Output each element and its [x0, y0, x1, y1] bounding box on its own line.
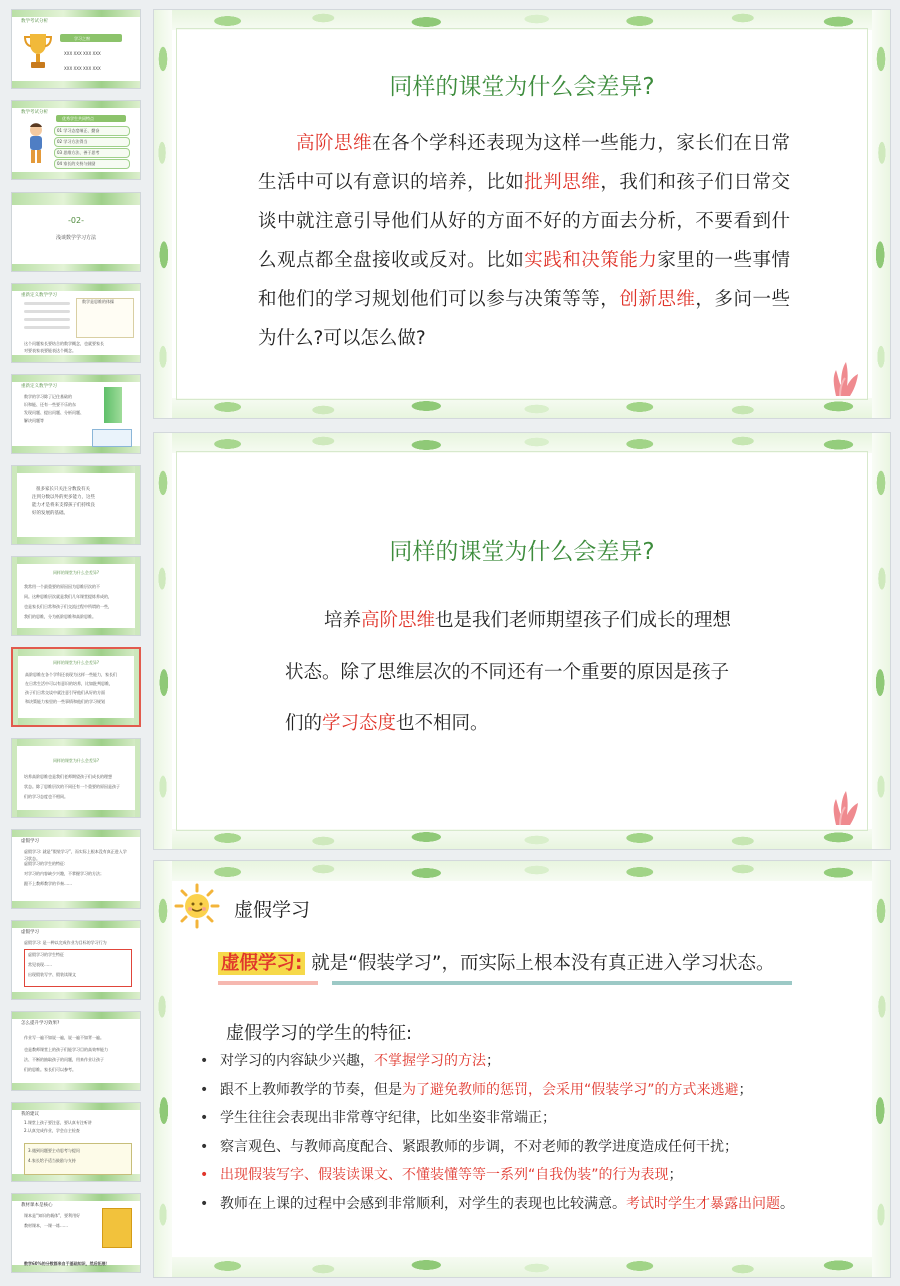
definition-keyword: 虚假学习:: [218, 952, 305, 975]
slide-thumbnail-5[interactable]: 重新定义数学学习 数学的学习除了记住基础的 识和能、还有一些要不乐的东 发现问题、提出问题、分析问题、 解决问题等: [11, 374, 141, 454]
slide-thumbnail-12[interactable]: 怎么提升学习效果? 作业写一遍不如说一遍，说一遍不如背一遍。 也是教师课堂上的孩子们能学习目的高效率能力 法、不断的抽取孩子的问题，用来作业让孩子 们的思维。家长们可以参考。: [11, 1011, 141, 1091]
student-illustration-icon: [24, 123, 48, 167]
list-item: • 对学习的内容缺少兴趣，不掌握学习的方法；: [198, 1047, 794, 1076]
body-line-3: 们的学习态度也不相同。: [285, 713, 489, 734]
slide-canvas-1: [153, 9, 891, 419]
section-heading: 虚假学习: [234, 899, 311, 921]
slide-thumbnail-7[interactable]: 同样的课堂为什么会差异? 我常用一个最重要的原因因为思维层次的不 同。这种思维层次就是我们几年课堂提炼养成的， 也是家长们日常和孩子们交流过程中所谓的一些， 我们的思维，分为低阶思维和高阶思维。: [11, 556, 141, 636]
paragraph-text: ，多问一些为什么?可以怎么做?: [258, 289, 790, 349]
list-item: • 跟不上教师教学的节奏，但是为了避免教师的惩罚，会采用“假装学习”的方式来逃避；: [198, 1076, 794, 1105]
coral-decoration-icon: [830, 360, 860, 396]
list-item: • 学生往往会表现出非常尊守纪律，比如坐姿非常端正；: [198, 1104, 794, 1133]
cube-illustration: [104, 387, 122, 423]
paragraph-text: 家里的一些事情和他们的学习规划他们可以参与决策等等，: [258, 250, 790, 310]
list-item: • 教师在上课的过程中会感到非常顺利，对学生的表现也比较满意。考试时学生才暴露出问题。: [198, 1190, 794, 1219]
trophy-icon: [24, 32, 52, 72]
slide-thumbnail-panel: [0, 0, 150, 1286]
slide-thumbnail-4[interactable]: 重新定义数学学习 数学是思维的体操 这个问题家长要结合的数学概念，也就要家长 对要表家表要能表达个概念。: [11, 283, 141, 363]
body-paragraph: [258, 124, 790, 358]
slide-thumbnail-9[interactable]: 同样的课堂为什么会差异? 培养高阶思维也是我们老师期望孩子们成长的理想 状态。除了思维层次的不同还有一个重要的原因是孩子 们的学习态度也不相同。: [11, 738, 141, 818]
coral-decoration-icon: [830, 789, 860, 825]
slide-thumbnail-14[interactable]: 教材课本是核心 课本是“知识的载体”，要利用好 教材课本，一课一练…… 数学60%的分数都来自于基础知识，然后拓展！: [11, 1193, 141, 1273]
divider-teal: [332, 981, 792, 985]
slide-canvas-3: [153, 860, 891, 1278]
slide-thumbnail-10[interactable]: 虚假学习 虚假学习: 就是“假装学习”，而实际上根本没有真正进入学习状态。 虚假学习的学生的特征: 对学习的内容缺少兴趣，不掌握学习的方法； 跟不上教师教学的节奏……: [11, 829, 141, 909]
slide-thumbnail-6[interactable]: 很多家长只关注分数没有关 注到分数以外的更多能力，这些 能力才是将来支撑孩子们持续良 好的发展的基础。: [11, 465, 141, 545]
sun-icon: [174, 883, 220, 929]
slide-thumbnail-11[interactable]: 虚假学习 虚假学习: 是一种以完成作业为目标的学习行为 虚假学习的学生特征 常见表现…… 出现假装写字、假装读课文: [11, 920, 141, 1000]
body-line-1: 培养高阶思维也是我们老师期望孩子们成长的理想: [324, 610, 732, 631]
slide-thumbnail-13[interactable]: 我的建议 1.课堂上孩子要注意，要认真专注听讲 2.认真完成作业，学会自主检查 3.遇到问题要主动思考与提问 4.家长给予适当鼓励与支持: [11, 1102, 141, 1182]
paragraph-text: ，我们和孩子们日常交谈中就注意引导他们从好的方面不好的方面去分析，不要看到什么观点都全盘接收或反对。比如: [258, 172, 790, 271]
definition-line: 虚假学习: 就是“假装学习”，而实际上根本没有真正进入学习状态。: [218, 949, 774, 975]
features-list: [198, 1047, 794, 1218]
list-item: • 出现假装写字、假装读课文、不懂装懂等等一系列“自我伪装”的行为表现；: [198, 1161, 794, 1190]
body-line-2: 状态。除了思维层次的不同还有一个重要的原因是孩子: [285, 662, 730, 683]
features-subheading: 虚假学习的学生的特征:: [226, 1023, 413, 1044]
slide-title: 同样的课堂为什么会差异?: [389, 74, 655, 100]
slide-thumbnail-1[interactable]: 数学考试分析 学习之窗 XXX XXX XXX XXX XXX XXX XXX XXX: [11, 9, 141, 89]
slide-title: 同样的课堂为什么会差异?: [389, 539, 655, 565]
slide-thumbnail-2[interactable]: 数学考试分析 优秀学生共同特点 01 学习态度端正、勤奋 02 学习方法得当 03 思维方法、善于思考 04 家长的支持与鼓励: [11, 100, 141, 180]
highlight-term: 实践和决策能力: [524, 250, 658, 271]
list-item: • 察言观色、与教师高度配合、紧跟教师的步调，不对老师的教学进度造成任何干扰；: [198, 1133, 794, 1162]
slide-canvas-2: [153, 432, 891, 850]
slide-thumbnail-8-selected[interactable]: 同样的课堂为什么会差异? 高阶思维在各个学科还表现为这样一些能力，家长们 在日常生活中可以有意识的培养，比如批判思维， 孩子们日常交谈中就注意引导他们从好的方面 和决策能力家里的一些事情和他们的学习规划: [11, 647, 141, 727]
paragraph-text: 在各个学科还表现为这样一些能力，家长们在日常生活中可以有意识的培养，比如: [258, 133, 790, 193]
textbook-illustration: [102, 1208, 132, 1248]
highlight-term: 批判思维: [524, 172, 601, 193]
highlight-term: 高阶思维: [296, 133, 373, 154]
slide-thumbnail-3[interactable]: -02- 浅谈数学学习方法: [11, 192, 141, 272]
highlight-term: 创新思维: [619, 289, 696, 310]
divider-pink: [218, 981, 318, 985]
